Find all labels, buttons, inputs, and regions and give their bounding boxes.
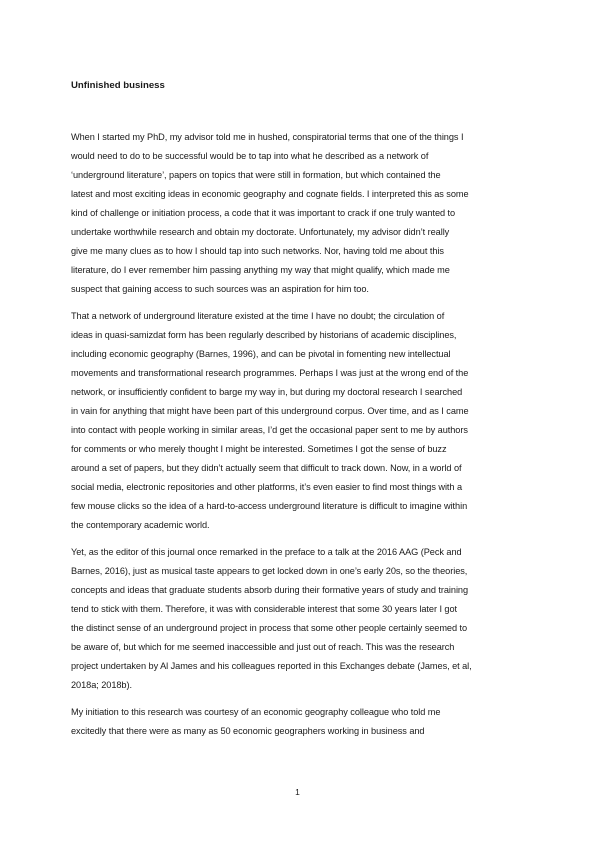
text-line: project undertaken by Al James and his colleagues reported in this Exchanges debate (James, et al, <box>71 661 472 671</box>
text-line: excitedly that there were as many as 50 economic geographers working in business and <box>71 726 425 736</box>
text-line: concepts and ideas that graduate students absorb during their formative years of study and training <box>71 585 469 595</box>
text-line: literature, do I ever remember him passing anything my way that might qualify, which made me <box>71 265 450 275</box>
text-line: into contact with people working in similar areas, I’d get the occasional paper sent to me by authors <box>71 425 468 435</box>
text-line: 2018a; 2018b). <box>71 680 132 690</box>
body-paragraph <box>71 703 531 741</box>
text-line: ideas in quasi-samizdat form has been regularly described by historians of academic disciplines, <box>71 330 457 340</box>
text-line: tend to stick with them. Therefore, it was with considerable interest that some 30 years later I got <box>71 604 458 614</box>
body-paragraph <box>71 543 531 695</box>
body-paragraph <box>71 307 531 535</box>
text-line: That a network of underground literature existed at the time I have no doubt; the circulation of <box>71 311 445 321</box>
text-line: Yet, as the editor of this journal once remarked in the preface to a talk at the 2016 AAG (Peck and <box>71 547 462 557</box>
text-line: the contemporary academic world. <box>71 520 210 530</box>
text-line: ‘underground literature’, papers on topics that were still in formation, but which contained the <box>71 170 441 180</box>
text-line: My initiation to this research was courtesy of an economic geography colleague who told me <box>71 707 441 717</box>
text-line: latest and most exciting ideas in economic geography and cognate fields. I interpreted this as some <box>71 189 469 199</box>
text-line: kind of challenge or initiation process, a code that it was important to crack if one truly wanted to <box>71 208 456 218</box>
text-line: Barnes, 2016), just as musical taste appears to get locked down in one’s early 20s, so the theories, <box>71 566 468 576</box>
body-paragraph <box>71 128 531 299</box>
document-title: Unfinished business <box>71 80 165 91</box>
text-line: the distinct sense of an underground project in process that some other people certainly seemed to <box>71 623 468 633</box>
text-line: for comments or who merely thought I might be interested. Sometimes I got the sense of buzz <box>71 444 447 454</box>
text-line: network, or insufficiently confident to barge my way in, but during my doctoral research I searched <box>71 387 463 397</box>
text-line: would need to do to be successful would be to tap into what he described as a network of <box>71 151 429 161</box>
text-line: social media, electronic repositories and other platforms, it’s even easier to find most things with a <box>71 482 463 492</box>
text-line: few mouse clicks so the idea of a hard-to-access underground literature is difficult to imagine within <box>71 501 468 511</box>
text-line: be aware of, but which for me seemed inaccessible and just out of reach. This was the research <box>71 642 455 652</box>
text-line: give me many clues as to how I should tap into such networks. Nor, having told me about this <box>71 246 444 256</box>
page-number: 1 <box>295 787 300 797</box>
text-line: movements and transformational research programmes. Perhaps I was just at the wrong end of the <box>71 368 469 378</box>
text-line: in vain for anything that might have been part of this underground corpus. Over time, and as I came <box>71 406 469 416</box>
text-line: When I started my PhD, my advisor told me in hushed, conspiratorial terms that one of the things I <box>71 132 464 142</box>
text-line: around a set of papers, but they didn’t actually seem that difficult to track down. Now, in a world of <box>71 463 462 473</box>
text-line: undertake worthwhile research and obtain my doctorate. Unfortunately, my advisor didn’t really <box>71 227 450 237</box>
text-line: including economic geography (Barnes, 1996), and can be pivotal in fomenting new intellectual <box>71 349 451 359</box>
document-body <box>71 128 531 749</box>
text-line: suspect that gaining access to such sources was an aspiration for him too. <box>71 284 369 294</box>
